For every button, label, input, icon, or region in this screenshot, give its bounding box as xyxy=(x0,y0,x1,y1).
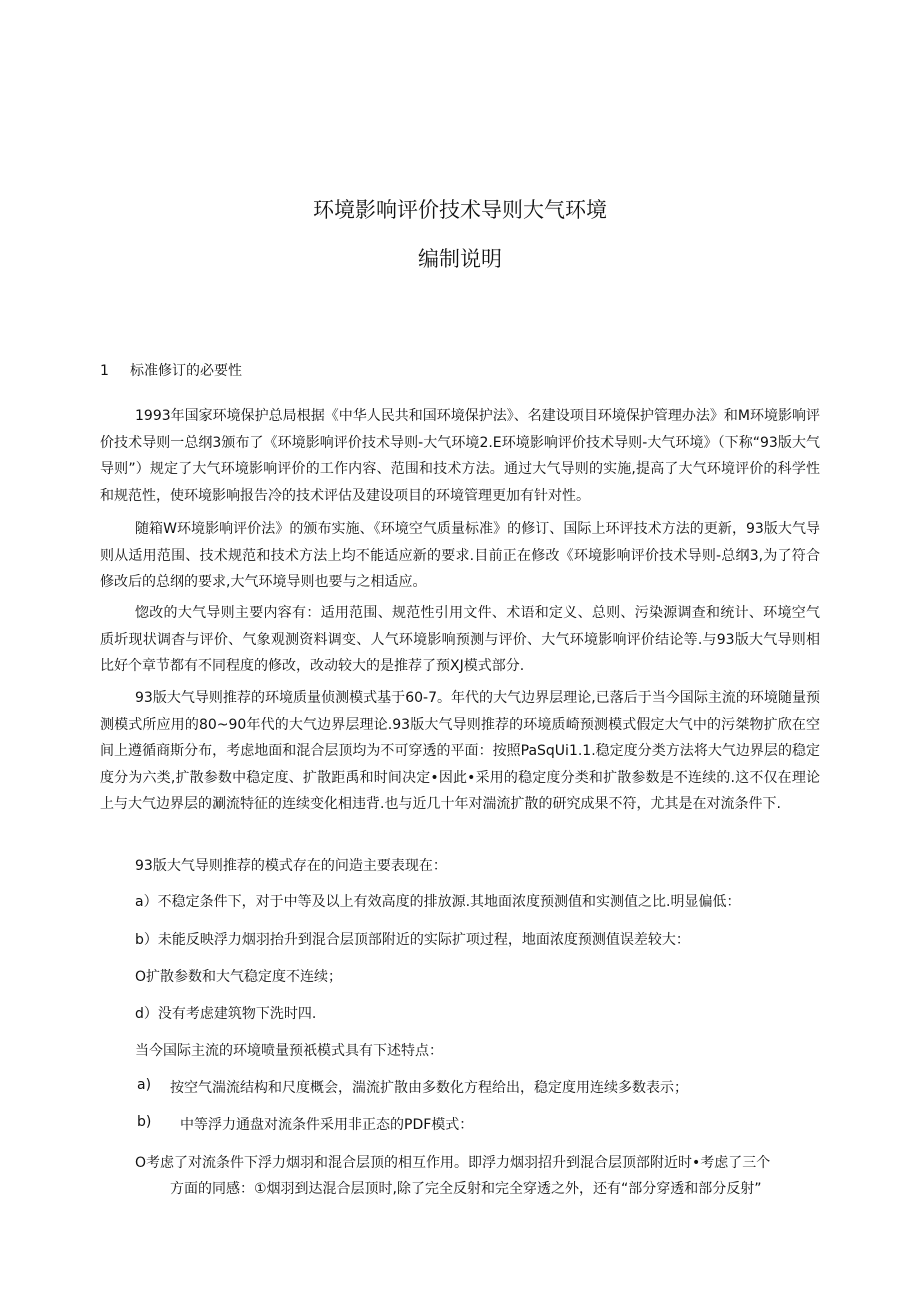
list-intro: 93版大气导则推荐的模式存在的问造主要表现在： xyxy=(135,858,447,874)
list-item-d: d）没有考虑建筑物下洗时四. xyxy=(135,1006,317,1022)
paragraph-1: 1993年国家环境保护总局根据《中华人民共和国环境保护法》、名建设项目环境保护管理办法》和M环境影响评价技术导则一总纲3颁布了《环境影响评价技术导则-大气环境2.E环境影响评价技术导则-大气环境》（下称“93版大气导则”）规定了大气环境影响评价的工作内容、范围和技术方法。通过大气导则的实施,提高了大气环境评价的科学性和规范性，使环境影响报告冷的技术评估及建设项目的环境管理更加有针对性。 xyxy=(100,408,820,504)
section-number: 1 xyxy=(100,363,109,379)
feature-b: 中等浮力通盘对流条件采用非正态的PDF模式： xyxy=(180,1117,474,1133)
section-heading xyxy=(100,360,242,380)
list-item-a: a）不稳定条件下，对于中等及以上有效高度的排放源.其地面浓度预测值和实测值之比.明显偏低： xyxy=(135,894,741,910)
feature-c-line-2: 方面的同感：①烟羽到达混合层顶时,除了完全反射和完全穿透之外，还有“部分穿透和部分反射” xyxy=(170,1181,762,1197)
feature-b-label: b) xyxy=(137,1114,152,1130)
features-intro: 当今国际主流的环境喷量预祇模式具有下述特点： xyxy=(135,1043,443,1059)
list-item-c: O扩散参数和大气稳定度不连续； xyxy=(135,969,343,985)
paragraph-2: 随箱W环境影响评价法》的颁布实施、《环境空气质量标准》的修订、国际上环评技术方法的更新，93版大气导则从适用范围、技术规范和技术方法上均不能适应新的要求.目前正在修改《环境影响评价技术导则-总纲3,为了符合修改后的总纲的要求,大气环境导则也要与之相适应。 xyxy=(100,521,820,590)
paragraph-4: 93版大气导则推荐的环境质量侦测模式基于60-7。年代的大气边界层理论,已落后于当今国际主流的环境随量预测模式所应用的80~90年代的大气边界层理论.93版大气导则推荐的环境质崎预测模式假定大气中的污桀物扩欣在空间上遵循商斯分布，考虑地面和混合层顶均为不可穿透的平面：按照PaSqUi1.1.稳定度分类方法将大气边界层的稳定度分为六类,扩散参数中稳定度、扩散距禹和时间决定•因此•采用的稳定度分类和扩散参数是不连续的.这不仅在理论上与大气边界层的涮流特征的连续变化相违背.也与近几十年对湍流扩散的研究成果不符，尤其是在对流条件下. xyxy=(100,690,820,812)
document-subtitle: 编制说明 xyxy=(418,247,502,271)
feature-a: 按空气湍流结构和尺度概会，湍流扩散由多数化方程给出，稳定度用连续多数表示； xyxy=(170,1080,688,1096)
paragraph-3: 惚改的大气导则主要内容有：适用范围、规范性引用文件、术语和定义、总则、污染源调查和统计、环境空气质圻现状调杳与评价、气象观测资料调变、人气环境影响预测与评价、大气环境影响评价结论等.与93版大气导则相比好个章节都有不同程度的修改，改动较大的是推荐了预XJ模式部分. xyxy=(100,605,820,674)
document-title: 环境影响评价技术导则大气环境 xyxy=(313,198,607,222)
feature-c-line-1: O考虑了对流条件下浮力烟羽和混合层顶的相互作用。即浮力烟羽招升到混合层顶部附近时•考虑了三个 xyxy=(135,1155,771,1171)
list-item-b: b）未能反映浮力烟羽抬升到混合层顶部附近的实际扩项过程，地面浓度预测值误差较大： xyxy=(135,932,690,948)
feature-a-label: a) xyxy=(137,1077,152,1093)
section-title: 标准修订的必要性 xyxy=(130,363,242,379)
